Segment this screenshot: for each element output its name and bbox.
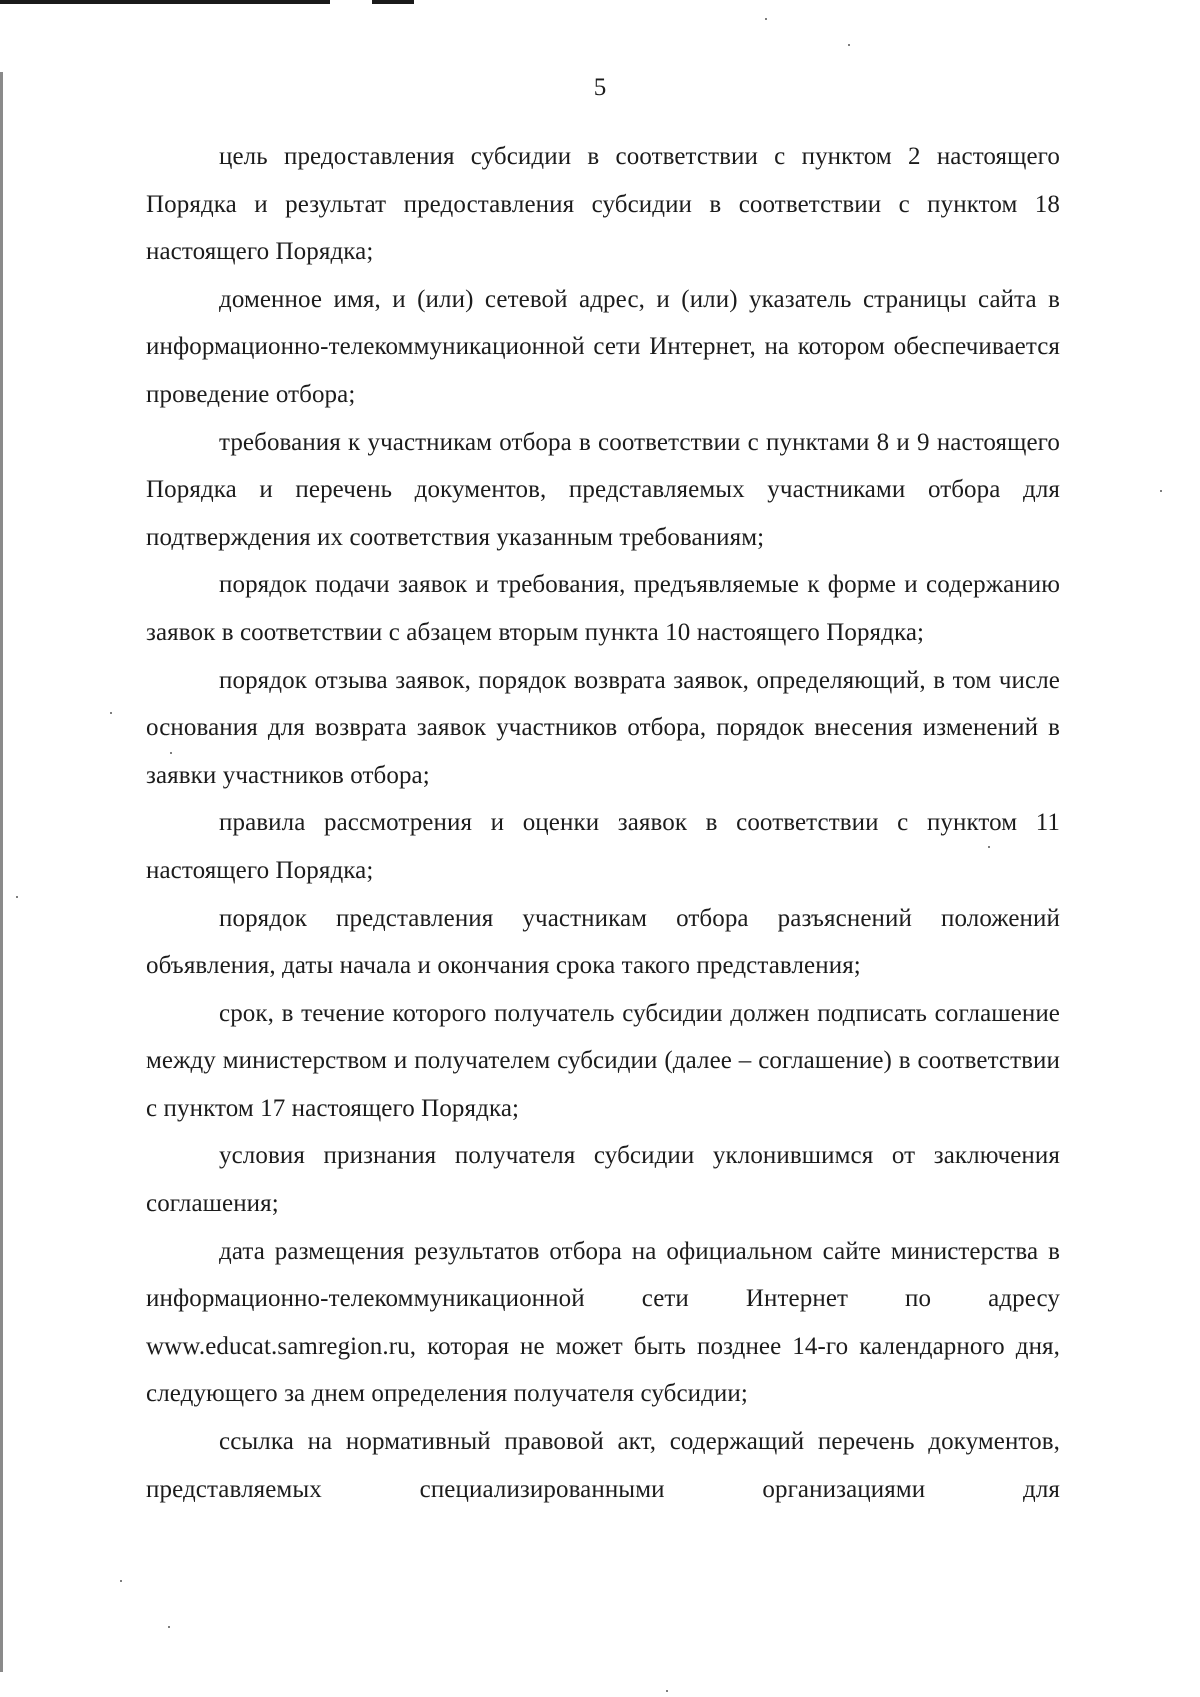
top-border-line <box>0 0 330 4</box>
top-border-line-short <box>372 0 414 4</box>
paragraph-application-procedure: порядок подачи заявок и требования, предъявляемые к форме и содержанию заявок в соответствии с абзацем вторым пункта 10 настоящего Порядка; <box>146 571 1060 646</box>
scan-speck <box>666 1690 668 1692</box>
scan-speck <box>170 752 172 754</box>
scan-speck <box>848 44 850 46</box>
scan-speck <box>988 846 990 848</box>
paragraph-participant-requirements: требования к участникам отбора в соответствии с пунктами 8 и 9 настоящего Порядка и перечень документов, представляемых участниками отбора для подтверждения их соответствия указанным требованиям; <box>146 428 1060 551</box>
scan-speck <box>1160 490 1162 492</box>
paragraph-evaluation-rules: правила рассмотрения и оценки заявок в соответствии с пунктом 11 настоящего Порядка; <box>146 809 1060 884</box>
scan-speck <box>16 896 18 898</box>
scan-left-edge <box>0 72 3 1672</box>
paragraph-evasion-conditions: условия признания получателя субсидии уклонившимся от заключения соглашения; <box>146 1142 1060 1218</box>
paragraph-clarifications: порядок представления участникам отбора разъяснений положений объявления, даты начала и окончания срока такого представления; <box>146 904 1060 980</box>
paragraph-domain-name: доменное имя, и (или) сетевой адрес, и (или) указатель страницы сайта в информационно-телекоммуникационной сети Интернет, на котором обеспечивается проведение отбора; <box>146 285 1060 408</box>
scan-speck <box>765 18 767 20</box>
paragraph-results-date: дата размещения результатов отбора на официальном сайте министерства в информационно-телекоммуникационной сети Интернет по адресу www.educat.samregion.ru, которая не может быть позднее 14-го календарного дня, следующего за днем определения получателя субсидии; <box>146 1237 1060 1408</box>
scan-speck <box>168 1626 170 1628</box>
scan-speck <box>110 712 112 714</box>
paragraph-withdrawal-procedure: порядок отзыва заявок, порядок возврата заявок, определяющий, в том числе основания для возврата заявок участников отбора, порядок внесения изменений в заявки участников отбора; <box>146 666 1060 789</box>
paragraph-legal-act-reference: ссылка на нормативный правовой акт, содержащий перечень документов, представляемых специализированными организациями для <box>146 1428 1060 1503</box>
page-number: 5 <box>593 74 607 101</box>
paragraph-agreement-term: срок, в течение которого получатель субсидии должен подписать соглашение между министерством и получателем субсидии (далее – соглашение) в соответствии с пунктом 17 настоящего Порядка; <box>146 999 1060 1122</box>
document-body <box>146 133 1060 1513</box>
paragraph-goal: цель предоставления субсидии в соответствии с пунктом 2 настоящего Порядка и результат предоставления субсидии в соответствии с пунктом 18 настоящего Порядка; <box>146 143 1060 266</box>
scan-speck <box>120 1580 122 1582</box>
